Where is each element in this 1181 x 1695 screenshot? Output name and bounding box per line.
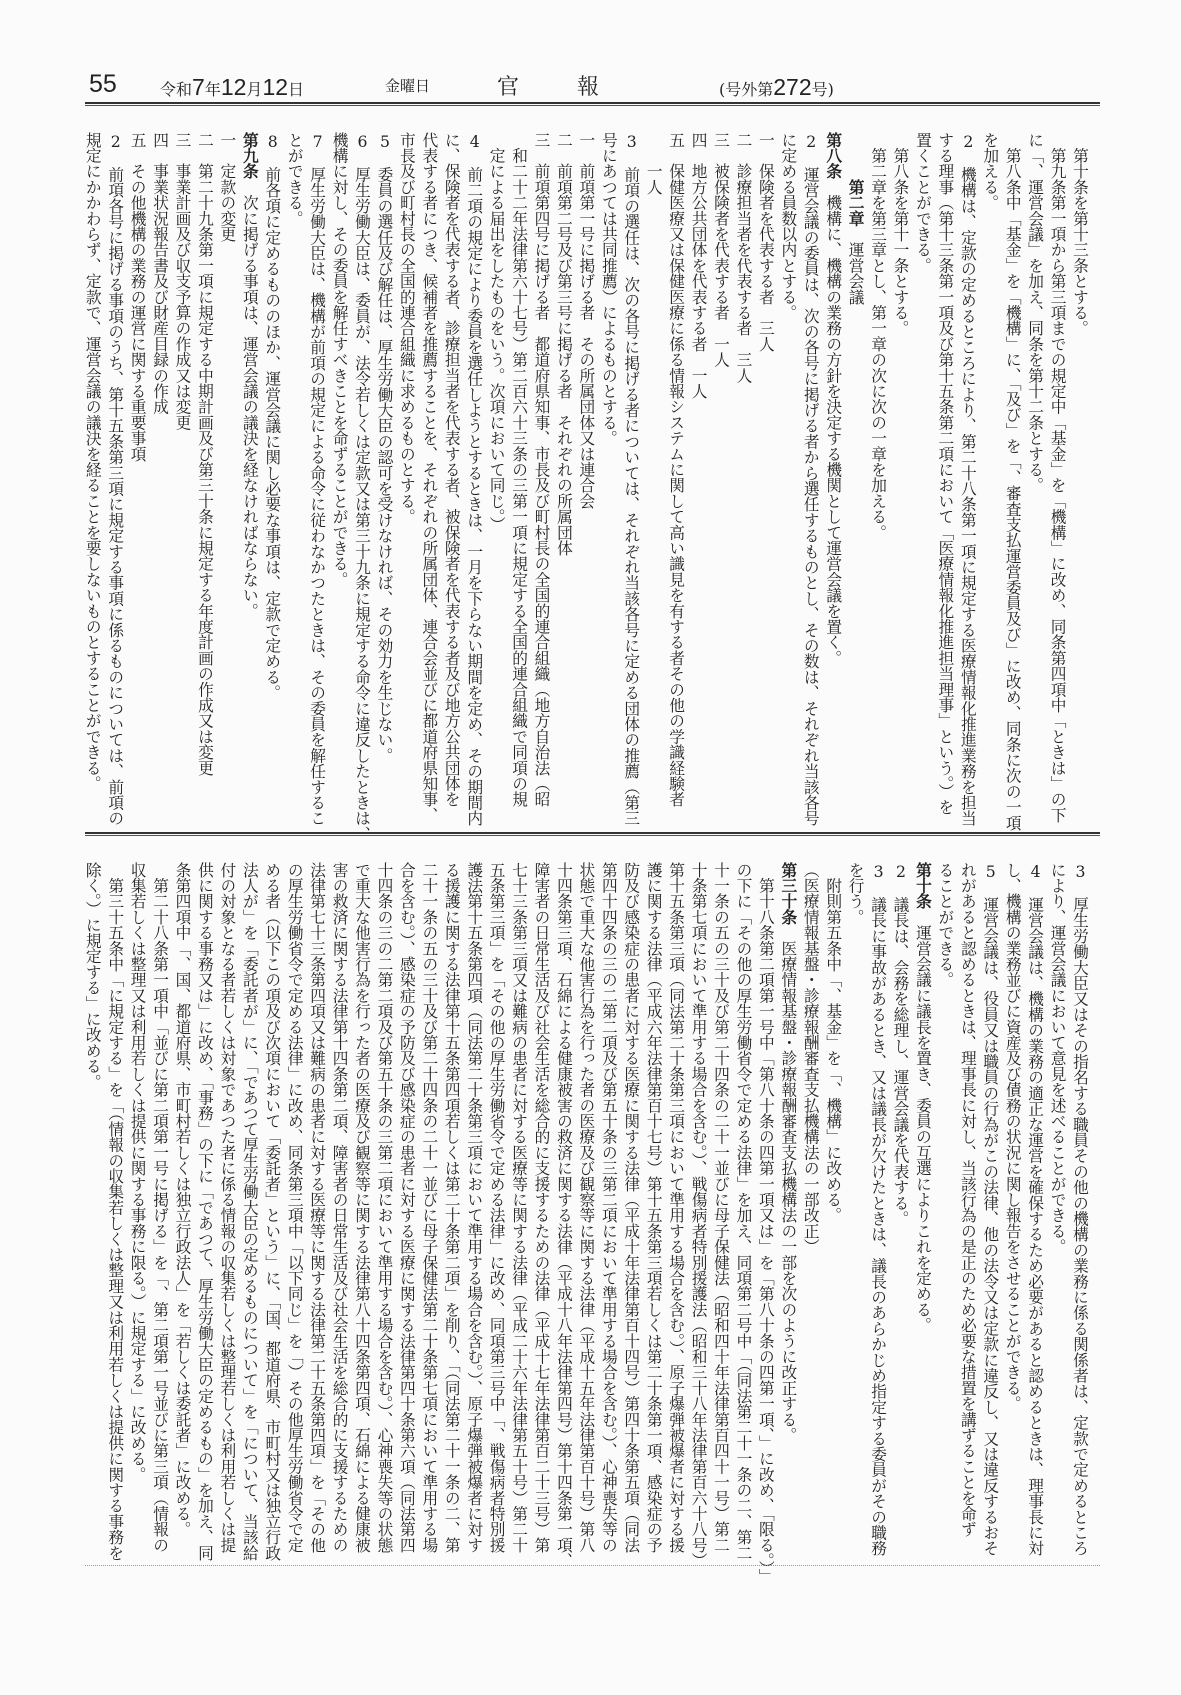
line-text: 4 運営会議は、機構の業務の適正な運営を確保するため必要があると認めるときは、理事長に対 — [1026, 862, 1046, 1557]
lower-text-block — [81, 862, 1091, 1585]
text-line — [1046, 132, 1068, 842]
line-text: 五 その他機構の業務の運営に関する重要事項 — [128, 132, 148, 462]
line-text: 五条第三項」を「その他の厚生労働省令で定める法律」に改め、同項第三号中「、戦傷病者特別援 — [487, 862, 507, 1553]
text-line — [799, 862, 821, 1572]
line-text: の厚生労働省令で定める法律」に改め、同条第三項中「以下同じ」を「）その他厚生労働省令で定 — [285, 862, 305, 1553]
article-heading: 第三十条 — [779, 862, 799, 925]
gazette-header — [85, 66, 1100, 102]
line-text: に、保険者を代表する者、診療担当者を代表する者、被保険者を代表する者及び地方公共団体を — [442, 132, 462, 808]
text-line — [104, 862, 126, 1572]
line-text: 2 前項各号に掲げる事項のうち、第十五条第三項に規定する事項に係るものについては、前項の — [106, 132, 126, 827]
line-text: 四 地方公共団体を代表する者 一人 — [689, 132, 709, 399]
day-unit: 日 — [288, 80, 305, 99]
text-line — [710, 862, 732, 1572]
weekday: 金曜日 — [385, 77, 431, 95]
text-line — [1024, 862, 1046, 1572]
line-text: 置くことができる。 — [913, 132, 933, 274]
issue-date — [160, 74, 304, 101]
line-text: に「、運営会議」を加え、同条を第十二条とする。 — [1026, 132, 1046, 494]
text-line — [912, 862, 934, 1572]
line-text: 条第四項中「、国、都道府県、市町村若しくは独立行政法人」を「若しくは委託者」に改める。 — [173, 862, 193, 1538]
line-text: に定める員数以内とする。 — [779, 132, 799, 321]
line-text: 十一条の五の三十及び第二十四条の二十一並びに母子保健法（昭和四十年法律第百四十一号）第二 — [712, 862, 731, 1553]
text-line — [732, 132, 754, 842]
text-line — [530, 132, 552, 842]
text-line — [754, 862, 776, 1585]
text-line — [799, 132, 821, 842]
line-text: 7 厚生労働大臣は、機構が前項の規定による命令に従わなかつたときは、その委員を解任するこ — [308, 132, 328, 827]
text-line — [912, 132, 934, 842]
line-text: 一 前項第一号に掲げる者 その所属団体又は連合会 — [577, 132, 597, 509]
text-line — [149, 132, 171, 842]
text-line — [777, 862, 799, 1572]
line-text: 状態で重大な他害行為を行った者の医療及び観察等に関する法律（平成十五年法律第百十号）第八 — [577, 862, 597, 1553]
line-text: 防及び感染症の患者に対する医療に関する法律（平成十年法律第百十四号）第四十条第五項（同法 — [622, 862, 642, 1553]
text-line — [642, 862, 664, 1572]
line-text: 第二章を第三章とし、第一章の次に次の一章を加える。 — [869, 132, 889, 541]
line-text: を加える。 — [981, 132, 1001, 211]
text-line — [530, 862, 552, 1572]
line-text: 定による届出をしたものをいう。次項において同じ。） — [487, 132, 507, 533]
text-line — [687, 132, 709, 842]
text-line — [732, 862, 754, 1572]
line-text: 3 議長に事故があるとき、又は議長が欠けたときは、議長のあらかじめ指定する委員がその職務 — [869, 862, 889, 1557]
text-line — [822, 862, 844, 1572]
text-line — [553, 132, 575, 842]
text-line — [283, 132, 305, 842]
text-line — [306, 132, 328, 842]
gazette-title-1: 官 — [497, 75, 520, 100]
text-line — [351, 862, 373, 1572]
line-text: 5 運営会議は、役員又は職員の行為がこの法律、他の法令又は定款に違反し、又は違反するおそ — [981, 862, 1001, 1557]
text-line — [1001, 132, 1023, 842]
line-text: 一人 — [644, 132, 664, 195]
text-line — [81, 862, 103, 1572]
line-text: 五 保健医療又は保健医療に係る情報システムに関して高い識見を有する者その他の学識経験者 — [667, 132, 687, 808]
line-text: 法律第七十三条第四項又は難病の患者に対する医療等に関する法律第二十五条第四項」を「その他 — [308, 862, 328, 1553]
text-line — [238, 862, 260, 1572]
day: 12 — [262, 74, 289, 100]
text-line — [126, 132, 148, 842]
text-line — [485, 132, 507, 842]
year: 7 — [192, 74, 205, 100]
article-heading: 第九条 — [240, 132, 260, 180]
line-text: 三 前項第四号に掲げる者 都道府県知事、市長及び町村長の全国的連合組織（地方自治法（昭 — [532, 132, 552, 808]
text-line — [351, 132, 373, 842]
text-line — [171, 862, 193, 1572]
issue-number-value: 272 — [773, 74, 812, 100]
text-line — [171, 132, 193, 842]
line-text: 機構に対し、その委員を解任すべきことを命ずることができる。 — [330, 132, 350, 588]
gazette-title-2: 報 — [577, 75, 600, 100]
line-text: る援護に関する法律第十五条第四項若しくは第二十条第二項」を削り、「（同法第二十一条の二、第 — [442, 862, 462, 1553]
line-text: ることができる。 — [936, 862, 956, 988]
text-line — [463, 862, 485, 1572]
line-text: （医療情報基盤・診療報酬審査支払機構法の一部改正） — [801, 862, 821, 1255]
text-line — [149, 862, 171, 1572]
section-divider — [85, 832, 1100, 836]
line-text: 5 委員の選任及び解任は、厚生労働大臣の認可を受けなければ、その効力を生じない。 — [375, 132, 395, 764]
text-line — [575, 862, 597, 1572]
line-text: 供に関する事務又は」に改め、「事務」の下に「であつて、厚生労働大臣の定めるもの」を加え、同 — [195, 862, 215, 1561]
line-text: の下に「その他の厚生労働省令で定める法律」を加え、同項第二号中「（同法第二十一条の二、第二 — [734, 862, 754, 1561]
line-text: 運営会議 — [846, 226, 866, 305]
footer-rule — [85, 1565, 1100, 1566]
text-line — [754, 132, 776, 842]
text-line — [889, 132, 911, 842]
text-line — [1069, 862, 1091, 1572]
text-line — [104, 132, 126, 842]
line-text: める者（以下この項及び次項において「委託者」という」に、「国、都道府県、市町村又は独立行政 — [263, 862, 283, 1561]
text-line — [440, 862, 462, 1572]
text-line — [710, 132, 732, 842]
line-text: 一 保険者を代表する者 三人 — [756, 132, 776, 352]
text-line — [508, 132, 530, 842]
line-text: 規定にかかわらず、定款で、運営会議の議決を経ることを要しないものとすることができる。 — [83, 132, 103, 792]
line-text: 2 運営会議の委員は、次の各号に掲げる者から選任するものとし、その数は、それぞれ当該各号 — [801, 132, 821, 827]
text-line — [216, 862, 238, 1572]
header-rule — [85, 102, 1100, 106]
article-heading: 第十条 — [913, 862, 933, 910]
line-text: 6 厚生労働大臣は、委員が、法令若しくは定款又は第三十九条に規定する命令に違反したときは、 — [353, 132, 372, 842]
text-line — [1069, 132, 1091, 842]
text-line — [306, 862, 328, 1572]
line-text: 二十一条の五の三十及び第二十四条の二十一並びに母子保健法第二十条第七項において準用する場 — [420, 862, 440, 1553]
line-text: 附則第五条中「、基金」を「、機構」に改める。 — [824, 862, 844, 1224]
text-line — [979, 132, 1001, 842]
line-text: 除く。）に規定する」に改める。 — [83, 862, 103, 1090]
line-text: 4 前二項の規定により委員を選任しようとするときは、一月を下らない期間を定め、その期間内 — [465, 132, 485, 827]
text-line — [665, 862, 687, 1572]
line-text: 2 機構は、定款の定めるところにより、第二十八条第一項に規定する医療情報化推進業務を担当 — [958, 132, 978, 827]
line-text: 3 厚生労働大臣又はその指名する職員その他の機構の業務に係る関係者は、定款で定めるところ — [1071, 862, 1090, 1557]
line-text: 一 定款の変更 — [218, 132, 238, 242]
line-text: 8 前各項に定めるもののほか、運営会議に関し必要な事項は、定款で定める。 — [263, 132, 283, 701]
text-line — [395, 132, 417, 842]
text-line — [844, 862, 866, 1572]
text-line — [194, 132, 216, 842]
line-text: 護法第十五条第四項（同法第二十条第三項において準用する場合を含む。）、原子爆弾被爆者に対す — [465, 862, 485, 1553]
line-text: 第八条中「基金」を「機構」に、「及び」を「、審査支払運営委員及び」に改め、同条に次の一項 — [1003, 132, 1023, 831]
text-line — [867, 862, 889, 1572]
line-text: 和二十二年法律第六十七号）第二百六十三条の三第一項に規定する全国的連合組織で同項の規 — [510, 132, 530, 808]
line-text: 機構に、機構の業務の方針を決定する機関として運営会議を置く。 — [824, 179, 844, 666]
line-text: 十四条第三項、石綿による健康被害の救済に関する法律（平成十八年法律第四号）第十四条第一項、 — [554, 862, 574, 1569]
text-line — [328, 862, 350, 1572]
text-line — [934, 862, 956, 1572]
text-line — [463, 132, 485, 842]
line-text: 法人が」を「委託者が」に、「であつて厚生労働大臣の定めるものについて」を「について、当該給 — [240, 862, 260, 1561]
line-text: 害の救済に関する法律第十四条第二項、障害者の日常生活及び社会生活を総合的に支援するための — [330, 862, 350, 1553]
line-text: 号にあつては共同推薦）によるものとする。 — [599, 132, 619, 446]
text-line — [216, 132, 238, 842]
page-number: 55 — [89, 70, 117, 98]
line-text: する理事（第十三条第一項及び第十五条第二項において「医療情報化推進担当理事」という。）を — [936, 132, 956, 815]
line-text: 第十条を第十三条とする。 — [1071, 132, 1090, 337]
text-line — [373, 862, 395, 1572]
text-line — [822, 132, 844, 842]
line-text: し、機構の業務並びに資産及び債務の状況に関し報告をさせることができる。 — [1003, 862, 1023, 1412]
line-text: 付の対象となる者若しくは対象であつた者に係る情報の収集若しくは整理若しくは利用若しくは提 — [218, 862, 238, 1553]
text-line — [665, 132, 687, 842]
line-text: 市長及び町村長の全国的連合組織に求めるものとする。 — [397, 132, 417, 525]
text-line — [777, 132, 799, 842]
line-text: 収集若しくは整理又は利用若しくは提供に関する事務に限る。）に規定する」に改める。 — [128, 862, 148, 1483]
line-text: 三 被保険者を代表する者 一人 — [712, 132, 731, 368]
text-line — [642, 132, 664, 842]
month: 12 — [220, 74, 247, 100]
month-unit: 月 — [246, 80, 263, 99]
year-unit: 年 — [204, 80, 221, 99]
line-text: 3 前項の選任は、次の各号に掲げる者については、それぞれ当該各号に定める団体の推薦（第三 — [622, 132, 642, 827]
text-line — [889, 862, 911, 1572]
text-line — [979, 862, 1001, 1572]
text-line — [844, 132, 866, 842]
text-line — [597, 132, 619, 842]
text-line — [373, 132, 395, 842]
line-text: 代表する者につき、候補者を推薦することを、それぞれの所属団体、連合会並びに都道府県知事、 — [420, 132, 440, 823]
text-line — [283, 862, 305, 1572]
line-text: 二 前項第二号及び第三号に掲げる者 それぞれの所属団体 — [554, 132, 574, 556]
text-line — [553, 862, 575, 1572]
line-text: 第八条を第十一条とする。 — [891, 132, 911, 337]
line-text: 七十三条第三項又は難病の患者に対する医療等に関する法律（平成二十六年法律第五十号）第二十 — [510, 862, 530, 1553]
line-text: 障害者の日常生活及び社会生活を総合的に支援するための法律（平成十七年法律第百二十三号）第 — [532, 862, 552, 1553]
text-line — [956, 132, 978, 842]
text-line — [485, 862, 507, 1572]
line-text: を行う。 — [846, 862, 866, 925]
line-text: 三 事業計画及び収支予算の作成又は変更 — [173, 132, 193, 431]
line-text: 二 診療担当者を代表する者 三人 — [734, 132, 754, 384]
text-line — [1046, 862, 1068, 1572]
text-line — [418, 862, 440, 1572]
text-line — [1024, 132, 1046, 842]
text-line — [261, 132, 283, 842]
issue-number — [719, 74, 834, 101]
line-text: 第十五条第三項（同法第二十条第三項において準用する場合を含む。）、原子爆弾被爆者に対する援 — [667, 862, 687, 1553]
text-line — [328, 132, 350, 842]
text-line — [956, 862, 978, 1572]
line-text: 四 事業状況報告書及び財産目録の作成 — [151, 132, 171, 415]
text-line — [508, 862, 530, 1572]
era: 令和 — [160, 80, 193, 99]
text-line — [934, 132, 956, 842]
line-text: 第二十八条第一項中「並びに第二項第一号に掲げる」を「、第二項第一号並びに第三項（情報の — [151, 862, 171, 1553]
text-line — [395, 862, 417, 1572]
text-line — [687, 862, 709, 1572]
text-line — [1001, 862, 1023, 1572]
line-text: 合を含む。）、感染症の予防及び感染症の患者に対する医療に関する法律第四十条第六項（同法第四 — [397, 862, 417, 1553]
text-line — [238, 132, 260, 842]
line-text: 第三十五条中「に規定する」を「（情報の収集若しくは整理又は利用若しくは提供に関する事務を — [106, 862, 126, 1561]
text-line — [620, 132, 642, 842]
line-text: 第四十四条の三の二第二項及び第五十条の三第二項において準用する場合を含む。）、心神喪失等の — [599, 862, 619, 1553]
issue-suffix: 号) — [811, 80, 834, 99]
text-line — [440, 132, 462, 842]
line-text: とができる。 — [285, 132, 305, 227]
text-line — [261, 862, 283, 1572]
text-line — [126, 862, 148, 1572]
line-text: 十四条の三の二第二項及び第五十条の三第二項において準用する場合を含む。）、心神喪失等の状態 — [375, 862, 395, 1553]
line-text: 第九条第一項から第三項までの規定中「基金」を「機構」に改め、同条第四項中「ときは」の下 — [1048, 132, 1068, 823]
text-line — [81, 132, 103, 842]
article-heading: 第二章 — [846, 132, 866, 227]
line-text: れがあると認めるときは、理事長に対し、当該行為の是正のため必要な措置を講ずることを命ず — [958, 862, 978, 1538]
text-line — [597, 862, 619, 1572]
line-text: 第十八条第二項第一号中「第八十条の四第一項又は」を「第八十条の四第一項、」に改め、「限る。）」 — [756, 862, 776, 1585]
text-line — [867, 132, 889, 842]
line-text: 十条第七項において準用する場合を含む。）、戦傷病者特別援護法（昭和三十八年法律第百六十八号） — [689, 862, 709, 1569]
line-text: 運営会議に議長を置き、委員の互選によりこれを定める。 — [913, 909, 933, 1334]
issue-prefix: (号外第 — [719, 80, 774, 99]
article-heading: 第八条 — [824, 132, 844, 180]
text-line — [418, 132, 440, 842]
line-text: 護に関する法律（平成六年法律第百十七号）第十五条第三項若しくは第二十条第一項、感染症の予 — [644, 862, 664, 1553]
line-text: 二 第二十九条第一項に規定する中期計画及び第三十条に規定する年度計画の作成又は変更 — [195, 132, 215, 776]
upper-text-block — [81, 132, 1091, 842]
line-text: 次に掲げる事項は、運営会議の議決を経なければならない。 — [240, 179, 260, 619]
line-text: で重大な他害行為を行った者の医療及び観察等に関する法律第八十四条第四項、石綿による健康被 — [353, 862, 372, 1553]
line-text: 2 議長は、会務を総理し、運営会議を代表する。 — [891, 862, 911, 1227]
text-line — [194, 862, 216, 1572]
text-line — [620, 862, 642, 1572]
text-line — [575, 132, 597, 842]
line-text: 医療情報基盤・診療報酬審査支払機構法の一部を次のように改正する。 — [779, 924, 799, 1443]
line-text: により、運営会議において意見を述べることができる。 — [1048, 862, 1068, 1255]
